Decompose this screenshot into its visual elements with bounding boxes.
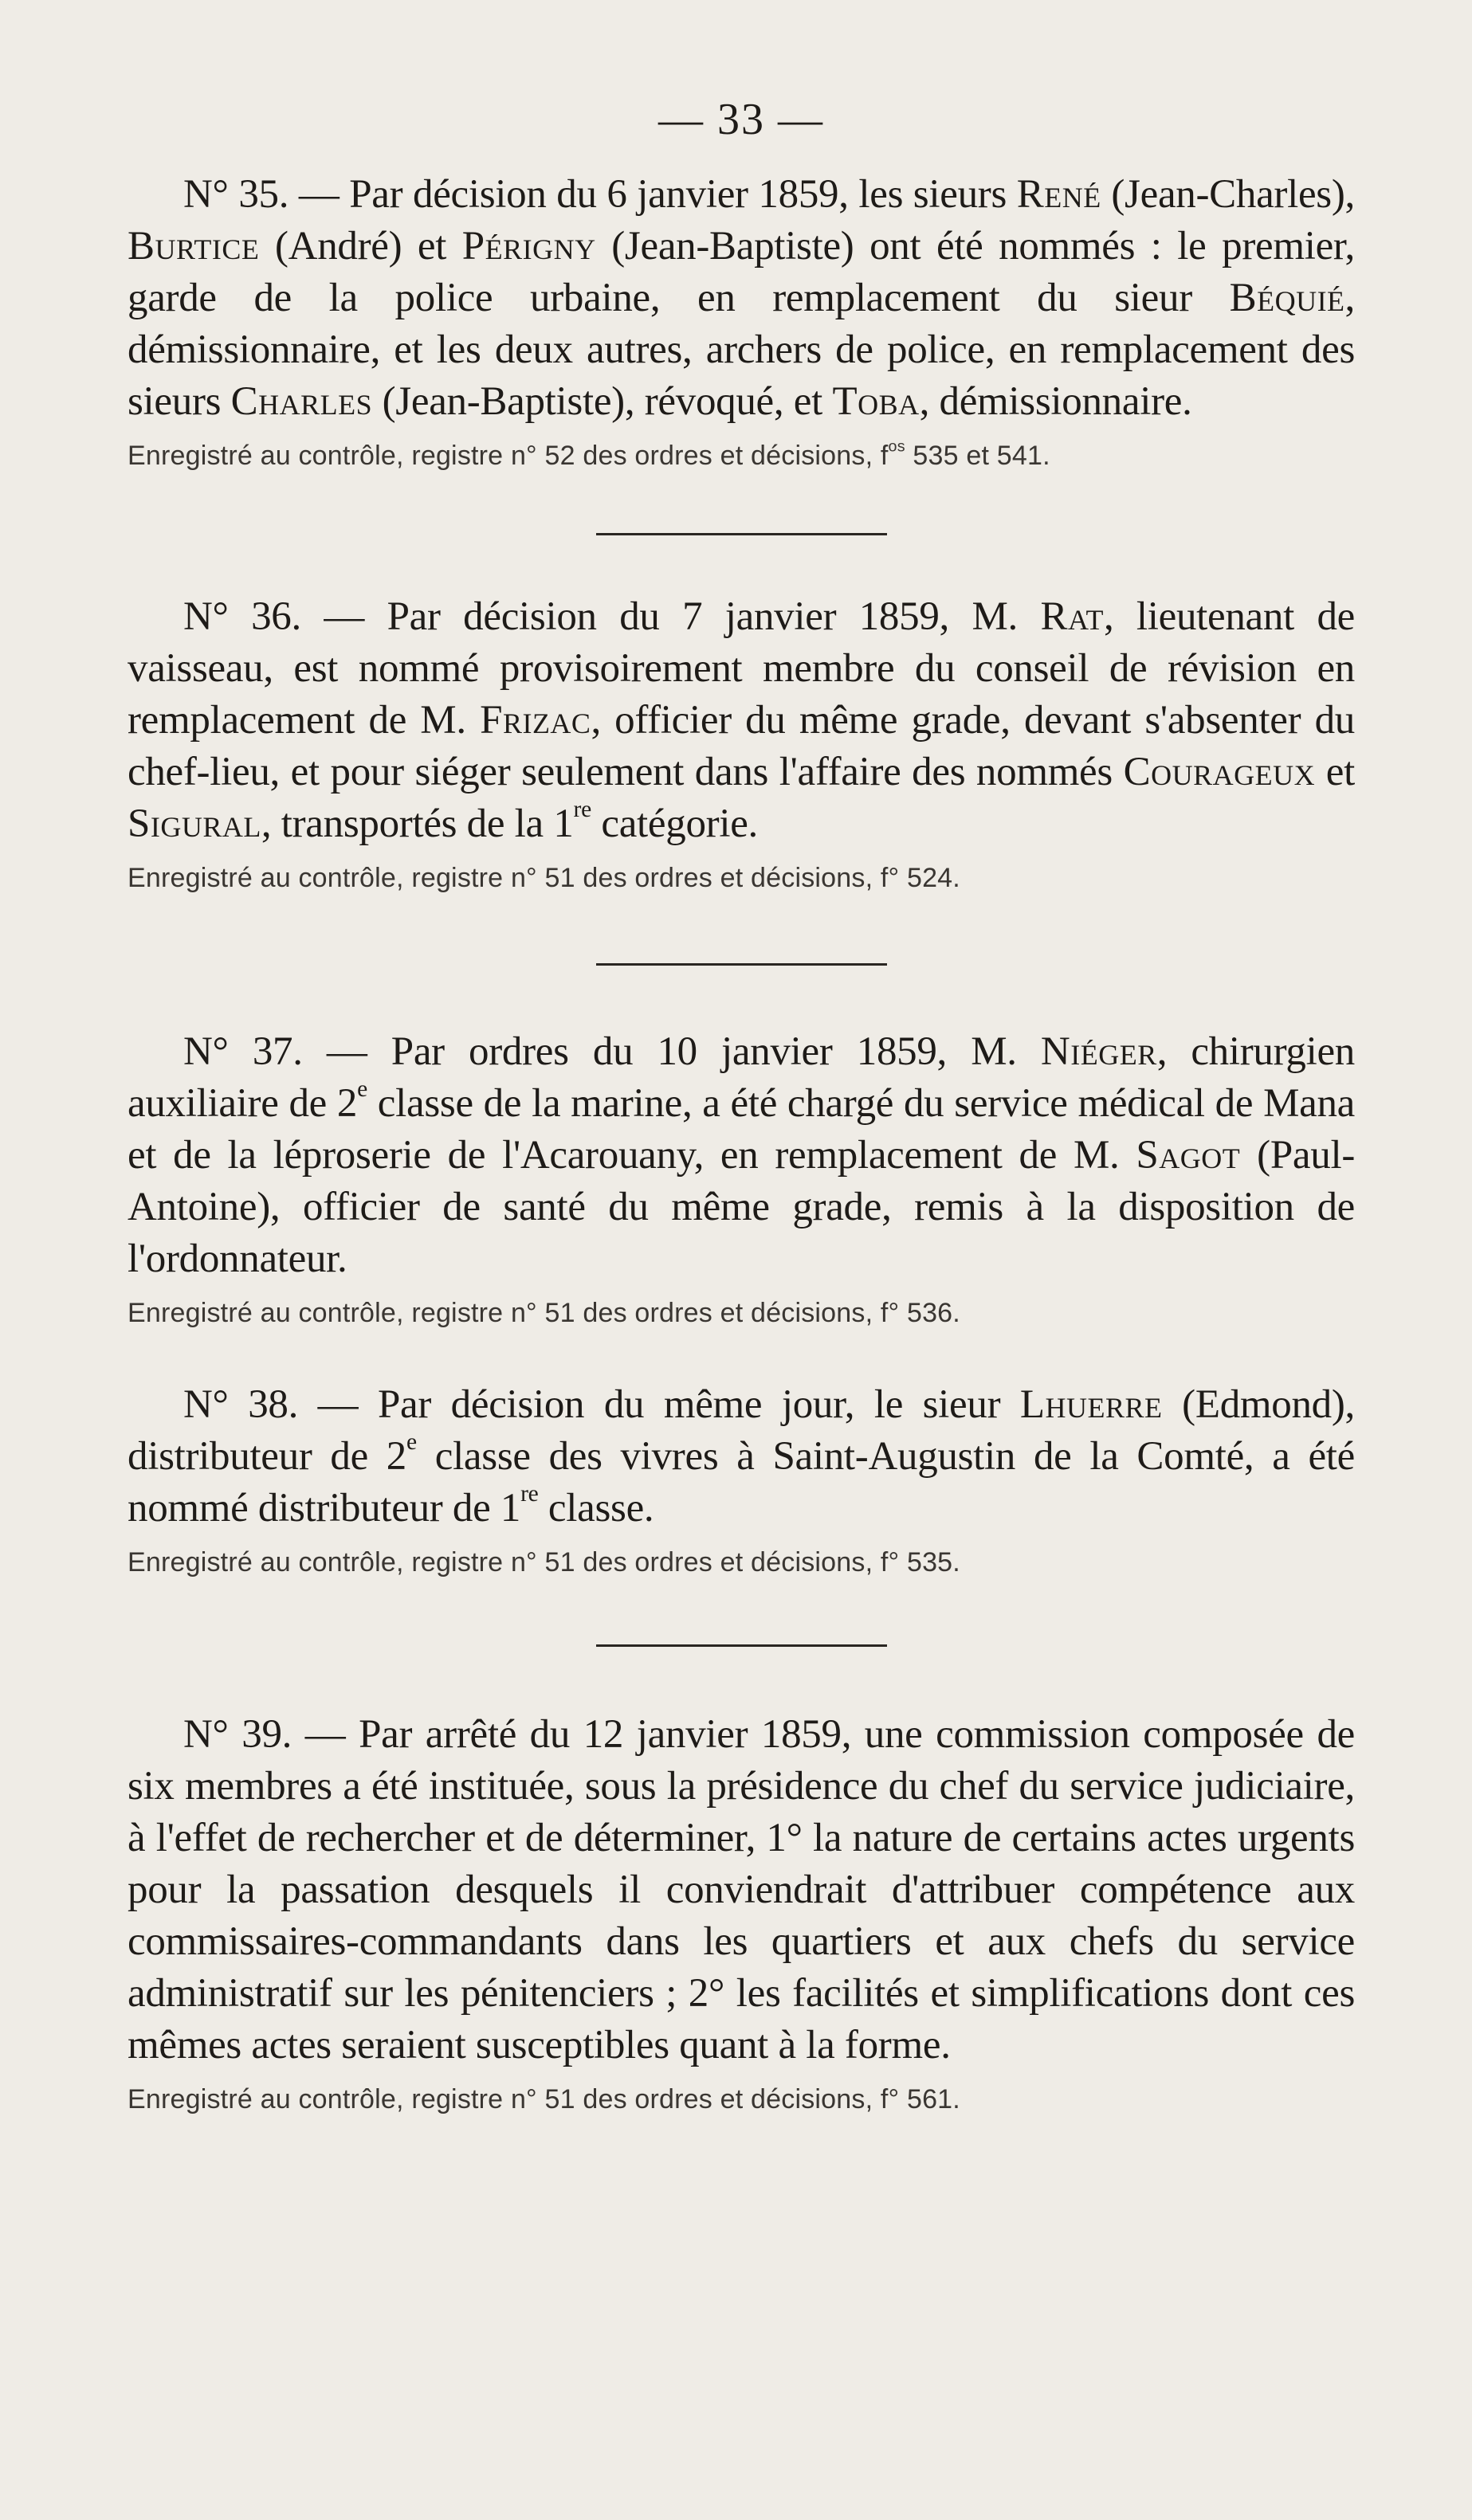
- entry-36: [128, 591, 1355, 898]
- name-toba: Toba: [832, 379, 920, 424]
- name-sigural: Sigural: [128, 801, 261, 846]
- name-rene: René: [1016, 172, 1101, 217]
- entry-38-register: Enregistré au contrôle, registre n° 51 des ordres et décisions, f° 535.: [128, 1547, 960, 1577]
- name-burtice: Burtice: [128, 224, 260, 268]
- entry-39-text: N° 39. — Par arrêté du 12 janvier 1859, une commission composée de six membres a été instituée, sous la présidence du chef du service judiciaire, à l'effet de rechercher et de déterminer, 1° la nature de certains actes urgents pour la passation desquels il conviendrait d'attribuer compétence aux commissaires-commandants dans les quartiers et aux chefs du service administratif sur les pénitenciers ; 2° les facilités et simplifications dont ces mêmes actes seraient susceptibles quant à la forme.: [128, 1712, 1355, 2067]
- text-column: [128, 88, 1355, 2119]
- entry-37-register: Enregistré au contrôle, registre n° 51 des ordres et décisions, f° 536.: [128, 1298, 960, 1328]
- entry-39-register: Enregistré au contrôle, registre n° 51 des ordres et décisions, f° 561.: [128, 2084, 960, 2114]
- name-rat: Rat: [1040, 594, 1104, 639]
- separator-rule: [596, 1644, 887, 1647]
- entry-35-text: N° 35. — Par décision du 6 janvier 1859, les sieurs René (Jean-Charles), Burtice (André) et Périgny (Jean-Baptiste) ont été nommés : le premier, garde de la police urbaine, en remplacement du sieur Béquié, démissionnaire, et les deux autres, archers de police, en remplacement des sieurs Charles (Jean-Baptiste), révoqué, et Toba, démissionnaire.: [128, 172, 1355, 424]
- name-lhuerre: Lhuerre: [1019, 1382, 1163, 1427]
- entry-35: [128, 169, 1355, 476]
- entry-37: [128, 1026, 1355, 1333]
- entry-35-register: Enregistré au contrôle, registre n° 52 des ordres et décisions, $f^{os}$ 535 et 541.: [128, 437, 1050, 471]
- entry-36-register: Enregistré au contrôle, registre n° 51 des ordres et décisions, f° 524.: [128, 863, 960, 893]
- name-courageux: Courageux: [1123, 750, 1316, 794]
- name-nieger: Niéger: [1040, 1029, 1157, 1074]
- name-perigny: Périgny: [461, 224, 596, 268]
- entry-36-text: N° 36. — Par décision du 7 janvier 1859, M. Rat, lieutenant de vaisseau, est nommé provisoirement membre du conseil de révision en remplacement de M. Frizac, officier du même grade, devant s'absenter du chef-lieu, et pour siéger seulement dans l'affaire des nommés Courageux et Sigural, transportés de la 1re catégorie.: [128, 594, 1355, 846]
- page-number: — 33 —: [658, 95, 824, 144]
- separator-rule: [596, 533, 887, 535]
- name-frizac: Frizac: [480, 698, 591, 743]
- separator-rule: [596, 963, 887, 966]
- entry-38-text: N° 38. — Par décision du même jour, le sieur Lhuerre (Edmond), distributeur de 2e classe des vivres à Saint-Augustin de la Comté, a été nommé distributeur de 1re classe.: [128, 1382, 1355, 1530]
- entry-37-text: N° 37. — Par ordres du 10 janvier 1859, M. Niéger, chirurgien auxiliaire de 2e classe de la marine, a été chargé du service médical de Mana et de la léproserie de l'Acarouany, en remplacement de M. Sagot (Paul-Antoine), officier de santé du même grade, remis à la disposition de l'ordonnateur.: [128, 1029, 1356, 1281]
- entry-39: [128, 1709, 1355, 2119]
- name-sagot: Sagot: [1136, 1133, 1241, 1178]
- name-bequie: Béquié: [1229, 276, 1345, 320]
- name-charles: Charles: [230, 379, 373, 424]
- entry-38: [128, 1379, 1355, 1582]
